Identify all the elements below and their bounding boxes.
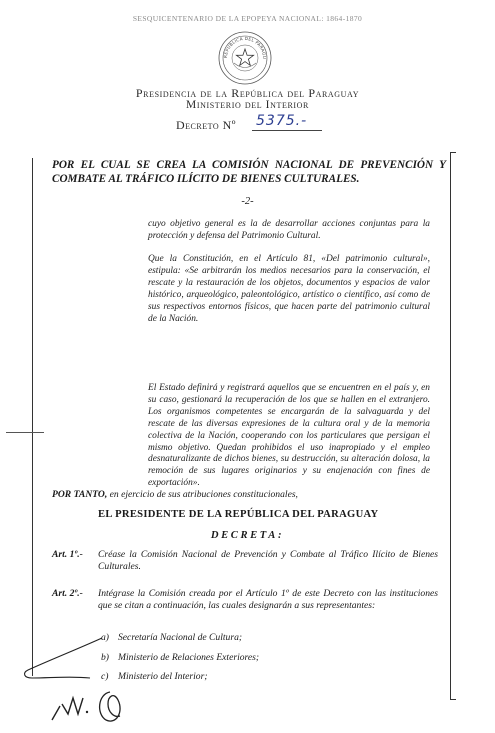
- por-tanto-text: en ejercicio de sus atribuciones constitucionales,: [109, 489, 298, 500]
- decree-title: POR EL CUAL SE CREA LA COMISIÓN NACIONAL DE PREVENCIÓN Y COMBATE AL TRÁFICO ILÍCITO DE BIENES CULTURALES.: [52, 159, 446, 185]
- paragraph-state: El Estado definirá y registrará aquellos que se encuentren en el país y, en su caso, gestionará la recuperación de los que se hallen en el extranjero. Los organismos competentes se encargarán de la salvaguarda y del rescate de las diversas expresiones de la cultura oral y de la memoria colectiva de la Nación, cooperando con los particulares que persigan el mismo objetivo. Quedan prohibidos el uso inapropiado y el empleo desnaturalizante de dichos bienes, su destrucción, su alteración dolosa, la remoción de sus lugares originarios y su enajenación con fines de exportación».: [148, 383, 430, 489]
- commemorative-header: SESQUICENTENARIO DE LA EPOPEYA NACIONAL: 1864-1870: [132, 14, 363, 23]
- handwritten-signature: [10, 612, 130, 732]
- right-margin-bracket: [450, 152, 459, 700]
- decreto-number: 5375.-: [256, 113, 308, 129]
- list-marker: a): [101, 632, 109, 643]
- page-number: -2-: [241, 196, 254, 207]
- decreta-heading: DECRETA:: [210, 530, 285, 541]
- list-item-text: Secretaría Nacional de Cultura;: [118, 632, 243, 643]
- margin-mark: [6, 432, 44, 433]
- article-text: Intégrase la Comisión creada por el Artículo 1º de este Decreto con las instituciones que se citan a continuación, las cuales designarán a sus representantes:: [98, 588, 438, 611]
- seal-text: REPÚBLICA DEL PARAGU: [222, 35, 268, 60]
- article-label: Art. 1º.-: [52, 549, 83, 560]
- por-tanto-clause: [52, 489, 432, 500]
- list-item-text: Ministerio de Relaciones Exteriores;: [118, 652, 260, 663]
- por-tanto-label: POR TANTO,: [52, 489, 108, 500]
- article-label: Art. 2º.-: [52, 588, 83, 599]
- list-marker: b): [101, 652, 109, 663]
- president-line: EL PRESIDENTE DE LA REPÚBLICA DEL PARAGUAY: [98, 509, 379, 520]
- national-seal-icon: [217, 30, 273, 86]
- article-text: Créase la Comisión Nacional de Prevención y Combate al Tráfico Ilícito de Bienes Culturales.: [98, 549, 438, 572]
- left-margin-rule: [32, 158, 41, 676]
- paragraph-objective: cuyo objetivo general es la de desarrollar acciones conjuntas para la protección y defensa del Patrimonio Cultural.: [148, 219, 430, 241]
- decreto-label: Decreto Nº: [176, 118, 237, 132]
- presidency-heading: Presidencia de la República del Paraguay: [135, 86, 360, 100]
- ministry-heading: Ministerio del Interior: [186, 99, 309, 111]
- list-marker: c): [101, 671, 109, 682]
- list-item-text: Ministerio del Interior;: [118, 671, 208, 682]
- paragraph-constitution: Que la Constitución, en el Artículo 81, «Del patrimonio cultural», estipula: «Se arbitrarán los medios necesarios para la conservación, el rescate y la restauración de los objetos, documentos y espacios de valor histórico, arqueológico, paleontológico, artístico o científico, así como de sus respectivos entornos físicos, que hacen parte del patrimonio cultural de la Nación.: [148, 254, 430, 324]
- decreto-underline: [252, 130, 322, 131]
